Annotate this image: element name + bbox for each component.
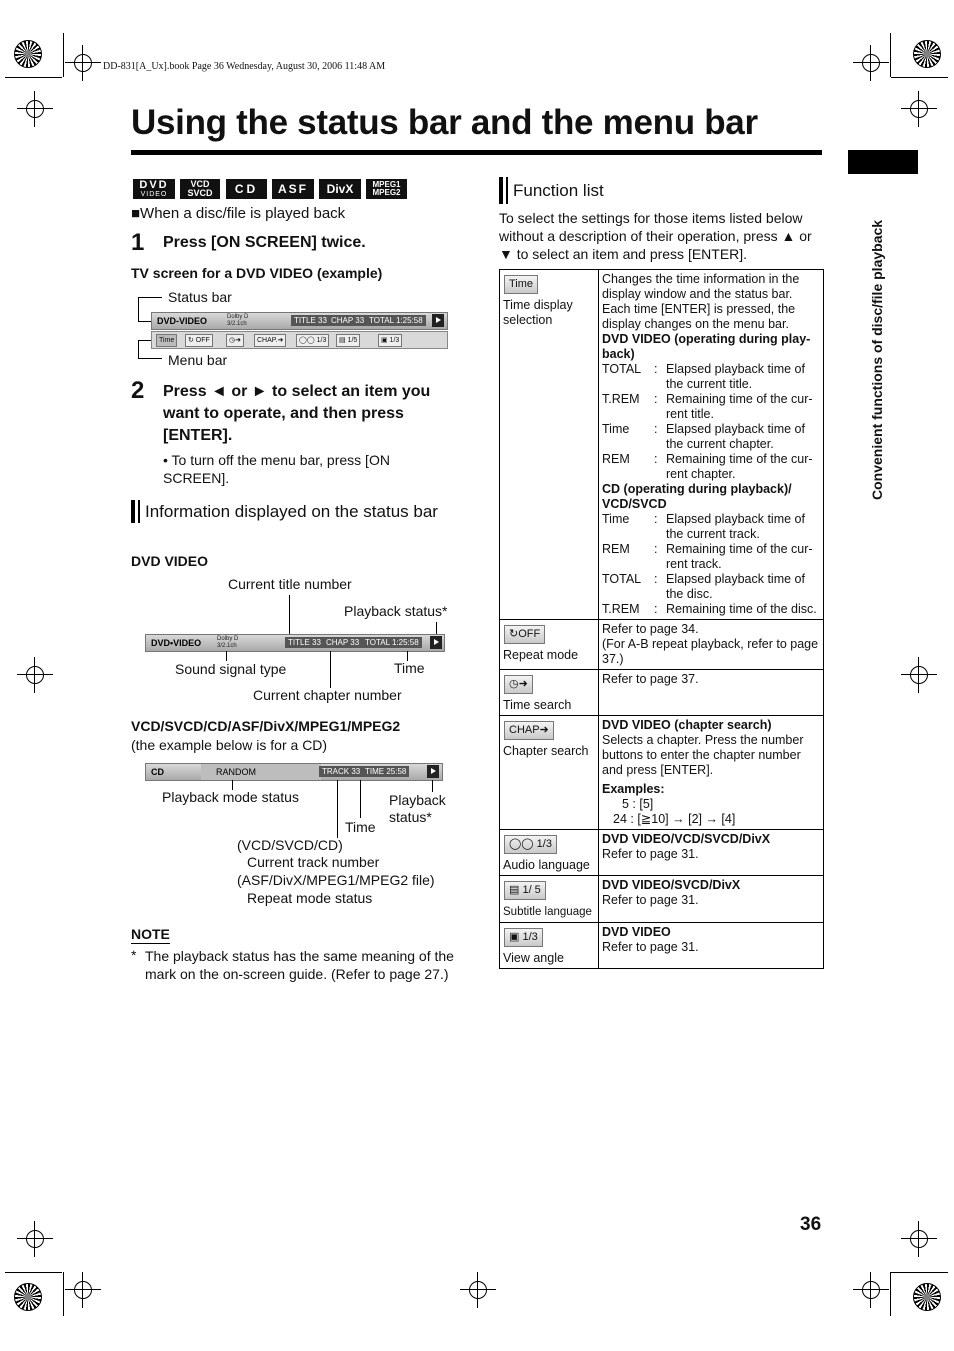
vcd-sub: (the example below is for a CD)	[131, 737, 328, 753]
table-row-repeat-mode	[500, 620, 824, 670]
side-tab-block	[848, 150, 918, 174]
play-icon	[427, 765, 439, 778]
tv-screen-caption: TV screen for a DVD VIDEO (example)	[131, 265, 383, 281]
step-2-bullet: • To turn off the menu bar, press [ON SCREEN].	[163, 452, 390, 486]
time-search-icon: ◷➜	[504, 675, 533, 694]
repeat-icon: ↻OFF	[504, 625, 545, 644]
current-track-label: Current track number	[247, 854, 380, 870]
info-heading-text: Information displayed on the status bar	[138, 500, 458, 523]
list-item	[602, 362, 820, 392]
time-label: Time	[394, 660, 425, 676]
badge-cd	[226, 179, 267, 199]
leader-line	[289, 595, 290, 634]
status-bar-cd	[145, 763, 443, 781]
dolby-line-2: 3/2.1ch	[227, 321, 247, 327]
menu-chapter: CHAP.➜	[254, 334, 286, 347]
badge-divx	[319, 179, 361, 199]
row-desc: Refer to page 31.	[602, 847, 699, 861]
menu-time-search: ◷➜	[226, 334, 244, 347]
registration-mark-br	[913, 1283, 941, 1311]
list-item	[602, 542, 820, 572]
intro-line: ■When a disc/file is played back	[131, 205, 346, 222]
time-label: Time	[345, 819, 376, 835]
current-title-label: Current title number	[228, 576, 352, 592]
chapter-segment: CHAP 33	[323, 637, 362, 648]
table-row-time-search	[500, 670, 824, 716]
angle-icon: ▣ 1/3	[504, 928, 543, 947]
step-2-text: Press ◄ or ► to select an item you want to operate, and then press [ENTER].	[163, 383, 431, 444]
crop-line	[891, 1272, 948, 1273]
item-key: T.REM	[602, 602, 640, 616]
row-desc: Changes the time information in the display window and the status bar. Each time [ENTER] is pressed, the display changes on the menu bar.	[602, 272, 800, 331]
crosshair-mark	[910, 100, 928, 118]
step-1-text: Press [ON SCREEN] twice.	[163, 234, 366, 251]
row-sub: DVD VIDEO/SVCD/DivX	[602, 878, 741, 892]
playback-status-label-2: status*	[389, 809, 432, 825]
note-heading: NOTE	[131, 926, 170, 942]
row-label: View angle	[503, 951, 564, 965]
function-list-heading-text: Function list	[506, 177, 604, 204]
crosshair-mark	[74, 54, 92, 72]
leader-line	[436, 622, 437, 634]
item-value: Elapsed playback time of the disc.	[666, 572, 805, 601]
row-label: Time display selection	[503, 298, 573, 327]
random-text: RANDOM	[216, 767, 256, 777]
row-desc: Refer to page 31.	[602, 940, 699, 954]
crosshair-mark	[26, 100, 44, 118]
row-label: Chapter search	[503, 744, 589, 758]
dolby-line-1: Dolby D	[227, 314, 249, 320]
playback-mode-label: Playback mode status	[162, 789, 299, 805]
title-rule	[131, 150, 822, 155]
item-key: Time	[602, 422, 630, 436]
item-value: Remaining time of the cur-rent track.	[666, 542, 813, 571]
badge-bottom: MPEG2	[372, 188, 401, 197]
title-segment: TITLE 33	[291, 315, 330, 326]
badge-mpeg	[366, 179, 407, 199]
crosshair-mark	[74, 1281, 92, 1299]
item-sep: :	[654, 512, 658, 526]
audio-icon: ◯◯ 1/3	[504, 835, 557, 854]
leader-line	[337, 780, 338, 838]
status-bar-label: Status bar	[168, 289, 232, 305]
info-heading	[131, 500, 458, 523]
leader-line	[138, 321, 151, 322]
track-segment: TRACK 33	[319, 766, 363, 777]
time-display-icon: Time	[504, 275, 538, 294]
chapter-search-icon: CHAP➜	[504, 721, 554, 740]
row-sub: DVD VIDEO/VCD/SVCD/DivX	[602, 832, 771, 846]
list-item	[602, 422, 820, 452]
crop-line	[5, 77, 62, 78]
row-label: Audio language	[503, 858, 590, 872]
dolby-line-2: 3/2.1ch	[217, 643, 237, 649]
badge-vcd-svcd	[180, 179, 220, 199]
play-icon	[430, 636, 442, 649]
leader-line	[330, 651, 331, 688]
row-label: Repeat mode	[503, 648, 579, 662]
row-sub: DVD VIDEO (operating during play-back)	[602, 332, 811, 361]
item-value: Elapsed playback time of the current chapter.	[666, 422, 805, 451]
dolby-line-1: Dolby D	[217, 636, 239, 642]
registration-mark-tl	[14, 40, 42, 68]
note-star: *	[131, 947, 137, 963]
badge-bottom: VIDEO	[140, 191, 168, 198]
function-list-heading	[499, 177, 604, 204]
table-row-audio-language	[500, 830, 824, 876]
crop-line	[890, 1272, 891, 1316]
row-sub: CD (operating during playback)/ VCD/SVCD	[602, 482, 792, 511]
step-2-number: 2	[131, 377, 145, 404]
item-value: Elapsed playback time of the current track.	[666, 512, 805, 541]
page-number: 36	[800, 1214, 822, 1235]
file-header: DD-831[A_Ux].book Page 36 Wednesday, August 30, 2006 11:48 AM	[103, 61, 386, 72]
menu-bar-example	[151, 331, 448, 349]
list-item	[602, 512, 820, 542]
sound-signal-label: Sound signal type	[175, 661, 287, 677]
badge-top: MPEG1	[372, 180, 401, 189]
badge-dvd-video	[133, 179, 175, 199]
leader-line	[360, 780, 361, 818]
list-item	[602, 392, 820, 422]
note-text: The playback status has the same meaning of the mark on the on-screen guide. (Refer to page 27.)	[145, 948, 454, 982]
list-item	[602, 602, 820, 617]
badge-top: DVD	[139, 179, 169, 191]
leader-line	[138, 297, 162, 298]
subtitle-icon: ▤ 1/ 5	[504, 881, 546, 900]
row-label: Time search	[503, 698, 572, 712]
leader-line	[138, 297, 139, 322]
leader-line	[432, 780, 433, 792]
badge-top: VCD	[190, 179, 210, 189]
disc-type: DVD•VIDEO	[151, 638, 202, 648]
item-sep: :	[654, 602, 658, 616]
item-value: Remaining time of the disc.	[666, 602, 817, 616]
table-row-time-display	[500, 270, 824, 620]
list-item	[602, 572, 820, 602]
total-segment: TOTAL 1:25:58	[362, 637, 422, 648]
badge-text: CD	[234, 182, 259, 196]
status-bar-dvd	[145, 634, 445, 652]
example-1: 5 : [5]	[622, 797, 654, 811]
crosshair-mark	[862, 1281, 880, 1299]
crosshair-mark	[862, 54, 880, 72]
item-value: Remaining time of the cur-rent chapter.	[666, 452, 813, 481]
disc-type: DVD-VIDEO	[157, 316, 208, 326]
crosshair-mark	[910, 666, 928, 684]
chapter-segment: CHAP 33	[328, 315, 367, 326]
item-sep: :	[654, 422, 658, 436]
item-sep: :	[654, 572, 658, 586]
badge-text: DivX	[326, 182, 354, 196]
menu-subtitle: ▤ 1/5	[336, 334, 360, 347]
badge-asf	[272, 179, 314, 199]
menu-repeat: ↻ OFF	[185, 334, 213, 347]
row-sub: DVD VIDEO	[602, 925, 671, 939]
crop-line	[5, 1272, 62, 1273]
disc-type: CD	[151, 767, 164, 777]
row-sub: DVD VIDEO (chapter search)	[602, 718, 772, 732]
dvd-video-label: DVD VIDEO	[131, 553, 209, 569]
item-sep: :	[654, 362, 658, 376]
menu-bar-label: Menu bar	[168, 352, 228, 368]
leader-line	[138, 340, 139, 359]
item-sep: :	[654, 452, 658, 466]
crop-line	[891, 77, 948, 78]
current-chapter-label: Current chapter number	[253, 687, 402, 703]
examples-label: Examples:	[602, 782, 665, 796]
table-row-view-angle	[500, 923, 824, 969]
table-row-subtitle-language	[500, 876, 824, 923]
repeat-mode-label: Repeat mode status	[247, 890, 373, 906]
item-key: T.REM	[602, 392, 640, 406]
status-bar-example	[151, 312, 448, 330]
row-label: Subtitle language	[503, 906, 592, 918]
step-1-number: 1	[131, 229, 145, 256]
menu-audio: ◯◯ 1/3	[296, 334, 329, 347]
page-title: Using the status bar and the menu bar	[131, 103, 758, 142]
registration-mark-tr	[913, 40, 941, 68]
row-desc-2: (For A-B repeat playback, refer to page 37.)	[602, 637, 819, 666]
crosshair-mark	[469, 1281, 487, 1299]
example-2: 24 : [≧10] → [2] → [4]	[613, 812, 736, 826]
item-value: Remaining time of the cur-rent title.	[666, 392, 813, 421]
item-key: Time	[602, 512, 630, 526]
item-value: Elapsed playback time of the current title.	[666, 362, 805, 391]
crop-line	[63, 33, 64, 77]
row-desc: Selects a chapter. Press the number buttons to enter the chapter number and press [ENTER].	[602, 733, 804, 777]
row-desc: Refer to page 31.	[602, 893, 699, 907]
badge-text: ASF	[278, 182, 308, 196]
menu-time: Time	[156, 334, 177, 347]
list-item	[602, 452, 820, 482]
item-key: TOTAL	[602, 362, 642, 376]
asf-note: (ASF/DivX/MPEG1/MPEG2 file)	[237, 872, 435, 888]
title-segment: TITLE 33	[285, 637, 324, 648]
crosshair-mark	[910, 1230, 928, 1248]
total-segment: TOTAL 1:25:58	[366, 315, 426, 326]
item-sep: :	[654, 542, 658, 556]
row-desc: Refer to page 34.	[602, 622, 699, 636]
crop-line	[890, 33, 891, 77]
badge-bottom: SVCD	[187, 188, 213, 198]
side-tab-label: Convenient functions of disc/file playback	[869, 219, 885, 500]
registration-mark-bl	[14, 1283, 42, 1311]
function-table	[499, 269, 824, 969]
function-list-intro: To select the settings for those items listed below without a description of their operation, press ▲ or ▼ to select an item and press [ENTER].	[499, 210, 812, 262]
item-key: REM	[602, 542, 630, 556]
menu-angle: ▣ 1/3	[378, 334, 402, 347]
crop-line	[63, 1272, 64, 1316]
time-segment: TIME 25:58	[362, 766, 409, 777]
play-icon	[432, 314, 444, 327]
item-key: REM	[602, 452, 630, 466]
vcd-note: (VCD/SVCD/CD)	[237, 837, 343, 853]
playback-status-label-1: Playback	[389, 792, 446, 808]
leader-line	[138, 340, 151, 341]
row-desc: Refer to page 37.	[602, 672, 699, 686]
vcd-label: VCD/SVCD/CD/ASF/DivX/MPEG1/MPEG2	[131, 718, 401, 734]
table-row-chapter-search	[500, 716, 824, 830]
crosshair-mark	[26, 666, 44, 684]
crosshair-mark	[26, 1230, 44, 1248]
leader-line	[138, 358, 162, 359]
leader-line	[226, 651, 227, 661]
item-sep: :	[654, 392, 658, 406]
item-key: TOTAL	[602, 572, 642, 586]
playback-status-label: Playback status*	[344, 603, 448, 619]
